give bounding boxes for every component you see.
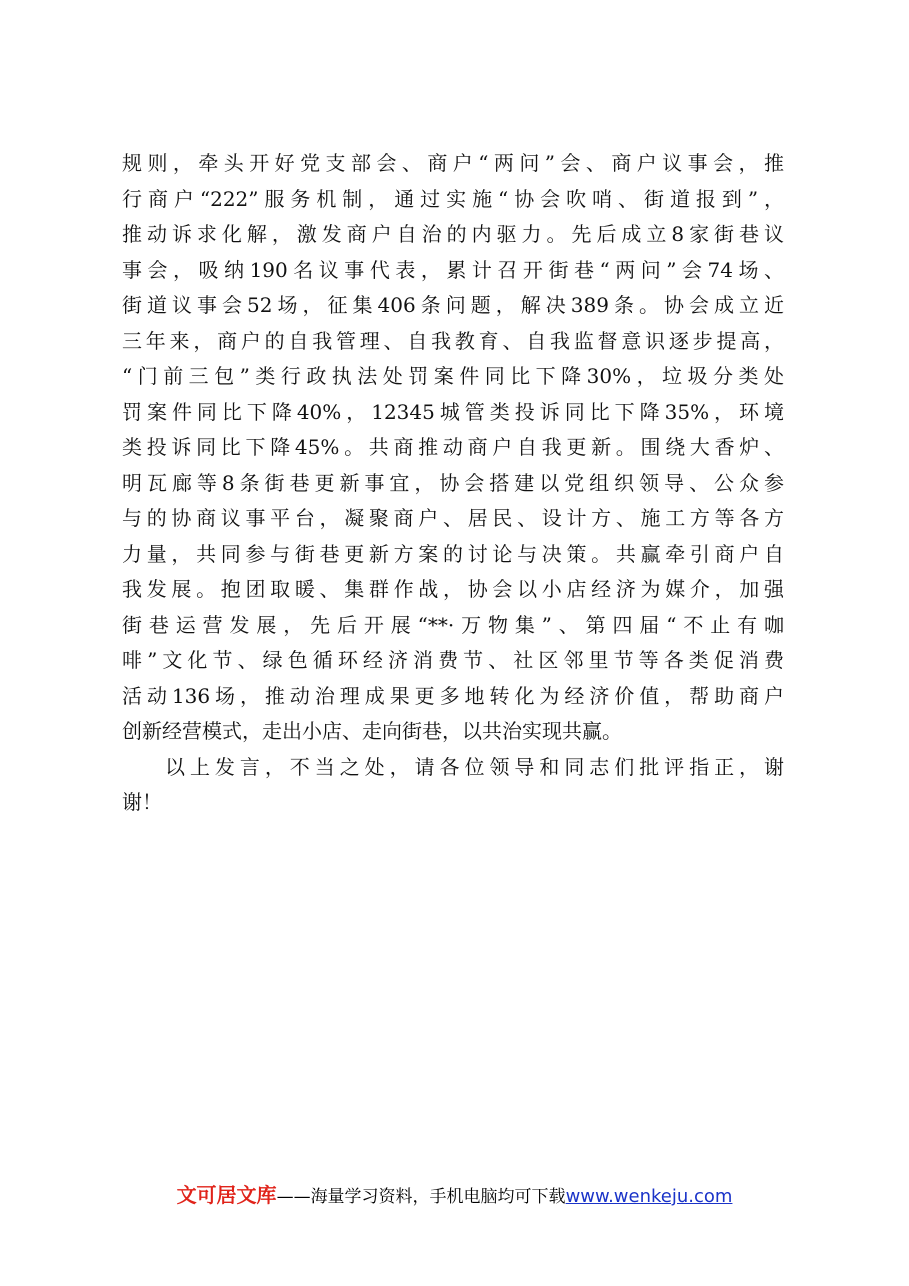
body-line: 活动136场，推动治理成果更多地转化为经济价值，帮助商户 [122, 683, 784, 708]
body-line: 推动诉求化解，激发商户自治的内驱力。先后成立8家街巷议 [122, 222, 784, 246]
body-line: 事会，吸纳190名议事代表，累计召开街巷“两问”会74场、 [122, 257, 784, 282]
document-body [122, 146, 784, 821]
body-line: 类投诉同比下降45%。共商推动商户自我更新。围绕大香炉、 [122, 435, 784, 459]
body-line: 与的协商议事平台，凝聚商户、居民、设计方、施工方等各方 [122, 506, 784, 530]
footer-banner [0, 1183, 909, 1209]
body-line: 明瓦廊等8条街巷更新事宜，协会搭建以党组织领导、公众参 [122, 470, 784, 495]
body-line: 行商户“222”服务机制，通过实施“协会吹哨、街道报到”， [122, 186, 784, 211]
footer-website-link[interactable]: www.wenkeju.com [565, 1186, 733, 1207]
body-line: 创新经营模式，走出小店、走向街巷，以共治实现共赢。 [122, 719, 622, 743]
body-line: 我发展。抱团取暖、集群作战，协会以小店经济为媒介，加强 [122, 577, 784, 601]
body-line: 规则，牵头开好党支部会、商户“两问”会、商户议事会，推 [122, 151, 784, 175]
body-line: 街巷运营发展，先后开展“**·万物集”、第四届“不止有咖 [122, 612, 784, 637]
closing-line: 以上发言，不当之处，请各位领导和同志们批评指正，谢 [165, 754, 784, 779]
body-line: 街道议事会52场，征集406条问题，解决389条。协会成立近 [122, 293, 784, 317]
closing-line: 谢！ [122, 790, 162, 814]
body-line: 力量，共同参与街巷更新方案的讨论与决策。共赢牵引商户自 [122, 541, 784, 566]
body-line: “门前三包”类行政执法处罚案件同比下降30%，垃圾分类处 [122, 364, 784, 388]
footer-brand: 文可居文库 [176, 1183, 277, 1207]
body-line: 三年来，商户的自我管理、自我教育、自我监督意识逐步提高， [122, 328, 784, 353]
body-line: 啡”文化节、绿色循环经济消费节、社区邻里节等各类促消费 [122, 648, 784, 672]
body-line: 罚案件同比下降40%，12345城管类投诉同比下降35%，环境 [122, 399, 784, 424]
footer-tagline: ——海量学习资料，手机电脑均可下载 [276, 1187, 566, 1207]
